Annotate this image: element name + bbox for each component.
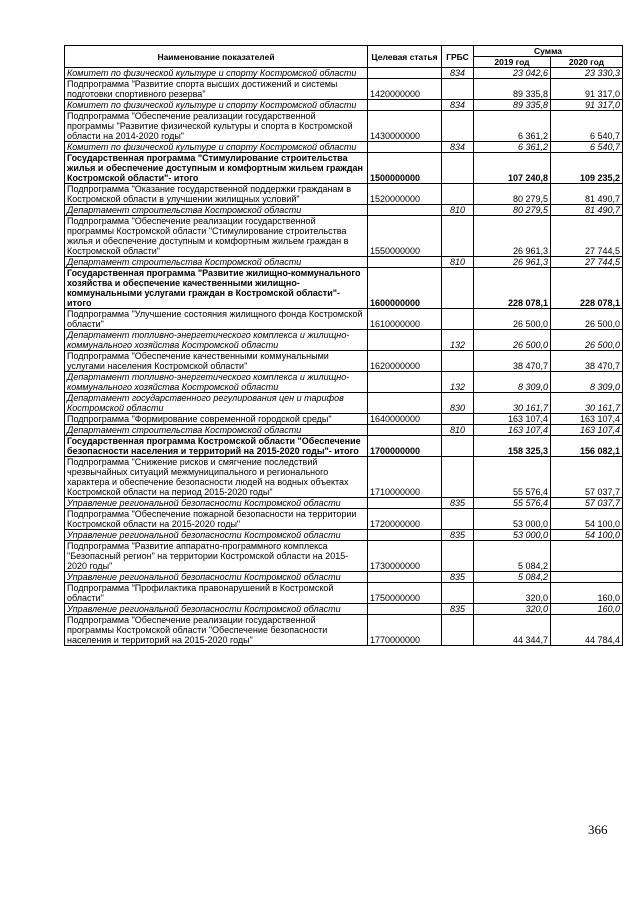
row-name: Управление региональной безопасности Костромской области (65, 604, 368, 615)
row-sum-2020: 6 540,7 (551, 142, 623, 153)
table-row (65, 604, 623, 615)
row-sum-2020 (551, 541, 623, 572)
row-target-article: 1640000000 (368, 414, 442, 425)
row-target-article: 1730000000 (368, 541, 442, 572)
row-sum-2020: 8 309,0 (551, 372, 623, 393)
row-target-article: 1620000000 (368, 351, 442, 372)
page-number: 366 (588, 822, 608, 837)
header-name: Наименование показателей (65, 46, 368, 68)
table-row (65, 111, 623, 142)
row-name: Комитет по физической культуре и спорту Костромской области (65, 68, 368, 79)
row-sum-2020: 54 100,0 (551, 509, 623, 530)
row-target-article: 1720000000 (368, 509, 442, 530)
row-sum-2019: 163 107,4 (474, 414, 551, 425)
row-target-article (368, 572, 442, 583)
row-sum-2020 (551, 572, 623, 583)
row-name: Департамент государственного регулирования цен и тарифов Костромской области (65, 393, 368, 414)
row-sum-2020: 57 037,7 (551, 457, 623, 498)
row-name: Подпрограмма "Профилактика правонарушений в Костромской области" (65, 583, 368, 604)
row-sum-2019: 107 240,8 (474, 153, 551, 184)
row-name: Подпрограмма "Обеспечение реализации государственной программы "Развитие физической культуры и спорта в Костромской области на 2014-2020 годы" (65, 111, 368, 142)
row-sum-2019: 44 344,7 (474, 615, 551, 646)
row-sum-2019: 89 335,8 (474, 79, 551, 100)
row-sum-2019: 5 084,2 (474, 572, 551, 583)
row-grbs (442, 583, 474, 604)
row-sum-2020: 163 107,4 (551, 414, 623, 425)
row-target-article (368, 530, 442, 541)
row-grbs (442, 509, 474, 530)
table-row (65, 351, 623, 372)
table-row (65, 184, 623, 205)
row-target-article (368, 372, 442, 393)
table-row (65, 541, 623, 572)
row-grbs (442, 457, 474, 498)
table-row (65, 205, 623, 216)
row-sum-2019: 23 042,6 (474, 68, 551, 79)
row-grbs: 830 (442, 393, 474, 414)
row-name: Подпрограмма "Обеспечение пожарной безопасности на территории Костромской области на 2015-2020 годы" (65, 509, 368, 530)
table-row (65, 457, 623, 498)
row-name: Комитет по физической культуре и спорту Костромской области (65, 142, 368, 153)
row-grbs: 834 (442, 142, 474, 153)
row-target-article (368, 330, 442, 351)
row-name: Подпрограмма "Улучшение состояния жилищного фонда Костромской области" (65, 309, 368, 330)
table-row (65, 309, 623, 330)
row-sum-2019: 26 500,0 (474, 330, 551, 351)
table-row (65, 68, 623, 79)
row-name: Департамент топливно-энергетического комплекса и жилищно-коммунального хозяйства Костромской области (65, 330, 368, 351)
header-target-article: Целевая статья (368, 46, 442, 68)
table-body (65, 68, 623, 646)
row-sum-2019: 38 470,7 (474, 351, 551, 372)
row-sum-2020: 81 490,7 (551, 184, 623, 205)
row-grbs: 834 (442, 100, 474, 111)
row-name: Подпрограмма "Обеспечение реализации государственной программы Костромской области "Обеспечение безопасности населения и территорий на 2015-2020 годы" (65, 615, 368, 646)
header-grbs: ГРБС (442, 46, 474, 68)
row-sum-2020: 160,0 (551, 604, 623, 615)
row-sum-2019: 30 161,7 (474, 393, 551, 414)
row-sum-2020: 27 744,5 (551, 216, 623, 257)
table-row (65, 100, 623, 111)
table-row (65, 257, 623, 268)
row-sum-2020: 160,0 (551, 583, 623, 604)
table-row (65, 268, 623, 309)
row-target-article (368, 498, 442, 509)
row-sum-2019: 320,0 (474, 604, 551, 615)
row-sum-2019: 8 309,0 (474, 372, 551, 393)
row-sum-2020: 228 078,1 (551, 268, 623, 309)
row-sum-2020: 156 082,1 (551, 436, 623, 457)
row-sum-2020: 26 500,0 (551, 309, 623, 330)
row-sum-2020: 91 317,0 (551, 100, 623, 111)
row-grbs: 810 (442, 425, 474, 436)
row-name: Подпрограмма "Развитие спорта высших достижений и системы подготовки спортивного резерва" (65, 79, 368, 100)
row-target-article: 1750000000 (368, 583, 442, 604)
row-sum-2020: 23 330,3 (551, 68, 623, 79)
row-sum-2020: 81 490,7 (551, 205, 623, 216)
row-name: Департамент строительства Костромской области (65, 205, 368, 216)
table-header-row (65, 46, 623, 57)
row-target-article: 1420000000 (368, 79, 442, 100)
row-sum-2019: 55 576,4 (474, 498, 551, 509)
row-name: Подпрограмма "Обеспечение реализации государственной программы Костромской области "Стимулирование строительства жилья и обеспечение доступным и комфортным жильем граждан в Костромской области" (65, 216, 368, 257)
row-grbs: 132 (442, 372, 474, 393)
row-grbs (442, 153, 474, 184)
row-target-article (368, 425, 442, 436)
row-sum-2019: 158 325,3 (474, 436, 551, 457)
row-sum-2019: 26 961,3 (474, 257, 551, 268)
row-grbs (442, 184, 474, 205)
row-name: Подпрограмма "Обеспечение качественными коммунальными услугами населения Костромской области" (65, 351, 368, 372)
row-name: Подпрограмма "Формирование современной городской среды" (65, 414, 368, 425)
table-row (65, 530, 623, 541)
row-sum-2020: 109 235,2 (551, 153, 623, 184)
row-target-article: 1550000000 (368, 216, 442, 257)
row-sum-2019: 228 078,1 (474, 268, 551, 309)
row-sum-2020: 44 784,4 (551, 615, 623, 646)
row-name: Департамент строительства Костромской области (65, 257, 368, 268)
table-row (65, 79, 623, 100)
row-target-article: 1600000000 (368, 268, 442, 309)
row-grbs: 835 (442, 604, 474, 615)
row-name: Управление региональной безопасности Костромской области (65, 530, 368, 541)
row-sum-2019: 163 107,4 (474, 425, 551, 436)
header-2020: 2020 год (551, 57, 623, 68)
row-target-article (368, 142, 442, 153)
row-sum-2020: 57 037,7 (551, 498, 623, 509)
row-sum-2020: 91 317,0 (551, 79, 623, 100)
table-row (65, 414, 623, 425)
row-sum-2020: 30 161,7 (551, 393, 623, 414)
row-name: Управление региональной безопасности Костромской области (65, 498, 368, 509)
row-sum-2020: 54 100,0 (551, 530, 623, 541)
row-sum-2019: 53 000,0 (474, 509, 551, 530)
row-name: Комитет по физической культуре и спорту Костромской области (65, 100, 368, 111)
row-grbs (442, 216, 474, 257)
row-sum-2019: 89 335,8 (474, 100, 551, 111)
row-target-article: 1500000000 (368, 153, 442, 184)
row-grbs (442, 268, 474, 309)
table-row (65, 372, 623, 393)
row-name: Государственная программа Костромской области "Обеспечение безопасности населения и территорий на 2015-2020 годы"- итого (65, 436, 368, 457)
row-grbs: 835 (442, 572, 474, 583)
row-target-article (368, 393, 442, 414)
row-sum-2019: 320,0 (474, 583, 551, 604)
row-grbs (442, 79, 474, 100)
row-grbs (442, 309, 474, 330)
row-target-article (368, 205, 442, 216)
table-row (65, 330, 623, 351)
row-target-article (368, 604, 442, 615)
row-grbs (442, 541, 474, 572)
row-target-article (368, 68, 442, 79)
table-row (65, 509, 623, 530)
header-sum: Сумма (474, 46, 623, 57)
row-name: Департамент топливно-энергетического комплекса и жилищно-коммунального хозяйства Костромской области (65, 372, 368, 393)
row-target-article: 1770000000 (368, 615, 442, 646)
row-name: Подпрограмма "Развитие аппаратно-программного комплекса "Безопасный регион" на территории Костромской области на 2015-2020 годы" (65, 541, 368, 572)
row-grbs: 132 (442, 330, 474, 351)
row-target-article: 1430000000 (368, 111, 442, 142)
table-row (65, 425, 623, 436)
row-sum-2019: 6 361,2 (474, 142, 551, 153)
table-row (65, 142, 623, 153)
table-row (65, 153, 623, 184)
row-sum-2020: 27 744,5 (551, 257, 623, 268)
row-grbs: 835 (442, 498, 474, 509)
table-row (65, 393, 623, 414)
row-name: Подпрограмма "Оказание государственной поддержки гражданам в Костромской области в улучшении жилищных условий" (65, 184, 368, 205)
row-grbs (442, 414, 474, 425)
row-sum-2019: 55 576,4 (474, 457, 551, 498)
table-row (65, 583, 623, 604)
row-name: Государственная программа "Развитие жилищно-коммунального хозяйства и обеспечение качественными жилищно-коммунальными услугами граждан в Костромской области"- итого (65, 268, 368, 309)
table-row (65, 436, 623, 457)
row-target-article (368, 100, 442, 111)
row-name: Подпрограмма "Снижение рисков и смягчение последствий чрезвычайных ситуаций межмуниципального и регионального характера и обеспечение безопасности людей на водных объектах Костромской области на период 2015-2020 годы" (65, 457, 368, 498)
row-sum-2019: 26 961,3 (474, 216, 551, 257)
row-sum-2019: 26 500,0 (474, 309, 551, 330)
row-name: Департамент строительства Костромской области (65, 425, 368, 436)
budget-table (64, 45, 623, 646)
row-target-article: 1700000000 (368, 436, 442, 457)
row-sum-2020: 38 470,7 (551, 351, 623, 372)
row-grbs (442, 351, 474, 372)
row-target-article: 1520000000 (368, 184, 442, 205)
row-target-article (368, 257, 442, 268)
table-row (65, 572, 623, 583)
table-row (65, 216, 623, 257)
row-name: Государственная программа "Стимулирование строительства жилья и обеспечение доступным и комфортным жильем граждан Костромской области"- итого (65, 153, 368, 184)
row-sum-2019: 5 084,2 (474, 541, 551, 572)
row-grbs: 810 (442, 205, 474, 216)
row-sum-2019: 80 279,5 (474, 184, 551, 205)
row-target-article: 1610000000 (368, 309, 442, 330)
row-sum-2020: 6 540,7 (551, 111, 623, 142)
row-grbs (442, 615, 474, 646)
row-sum-2019: 53 000,0 (474, 530, 551, 541)
row-grbs: 835 (442, 530, 474, 541)
row-sum-2020: 26 500,0 (551, 330, 623, 351)
header-2019: 2019 год (474, 57, 551, 68)
row-target-article: 1710000000 (368, 457, 442, 498)
row-name: Управление региональной безопасности Костромской области (65, 572, 368, 583)
row-sum-2019: 80 279,5 (474, 205, 551, 216)
row-grbs: 810 (442, 257, 474, 268)
row-sum-2020: 163 107,4 (551, 425, 623, 436)
table-row (65, 615, 623, 646)
table-row (65, 498, 623, 509)
row-grbs: 834 (442, 68, 474, 79)
row-grbs (442, 436, 474, 457)
row-sum-2019: 6 361,2 (474, 111, 551, 142)
row-grbs (442, 111, 474, 142)
